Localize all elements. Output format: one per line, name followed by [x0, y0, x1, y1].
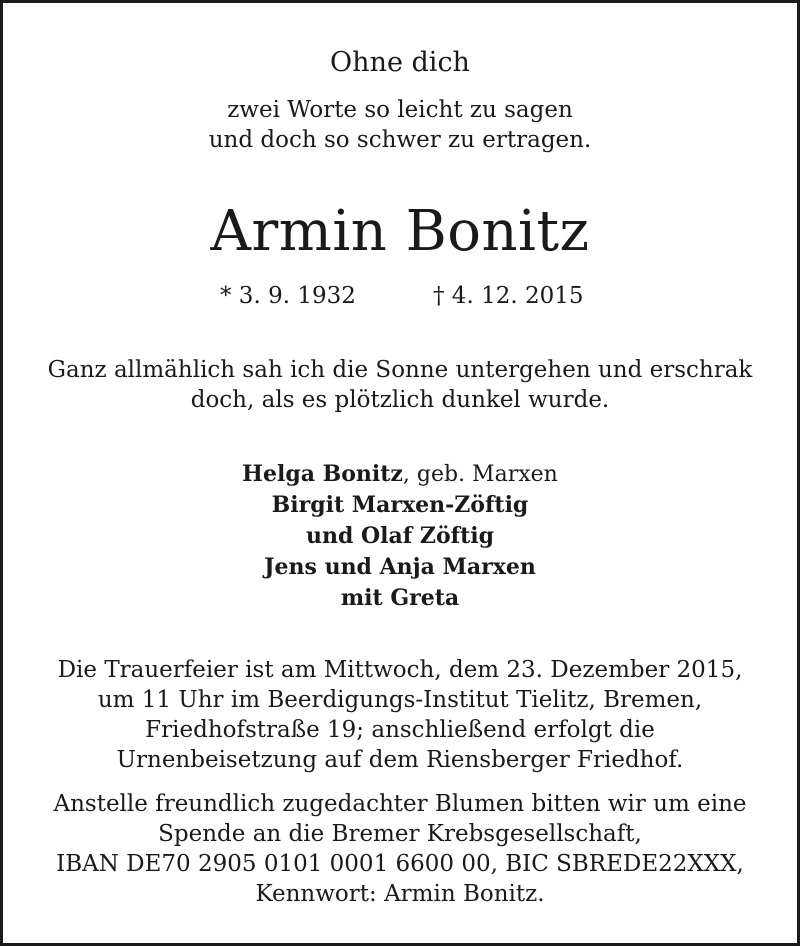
family-line-2: Birgit Marxen-Zöftig: [271, 492, 529, 518]
quote-line-2: doch, als es plötzlich dunkel wurde.: [190, 387, 610, 413]
poem-line-1: zwei Worte so leicht zu sagen: [227, 97, 573, 123]
poem-line-2: und doch so schwer zu ertragen.: [208, 127, 592, 153]
family-line-1: [3, 459, 797, 490]
ceremony-info: [3, 655, 797, 775]
death-date: † 4. 12. 2015: [433, 283, 584, 309]
family-signatures: [3, 459, 797, 614]
donation-line-1: Anstelle freundlich zugedachter Blumen bitten wir um eine: [53, 791, 747, 817]
family-maiden-name: , geb. Marxen: [402, 462, 558, 487]
donation-info: [3, 789, 797, 909]
obituary-notice: [3, 3, 797, 943]
family-name-helga: Helga Bonitz: [242, 461, 403, 487]
ceremony-line-1: Die Trauerfeier ist am Mittwoch, dem 23. Dezember 2015,: [57, 657, 743, 683]
donation-line-4: Kennwort: Armin Bonitz.: [255, 881, 545, 907]
family-line-3: und Olaf Zöftig: [305, 523, 495, 549]
deceased-name: Armin Bonitz: [210, 199, 590, 264]
donation-line-3: IBAN DE70 2905 0101 0001 6600 00, BIC SBREDE22XXX,: [56, 851, 744, 877]
family-line-5: mit Greta: [340, 585, 460, 611]
ceremony-line-3: Friedhofstraße 19; anschließend erfolgt die: [145, 717, 655, 743]
ceremony-line-2: um 11 Uhr im Beerdigungs-Institut Tielitz, Bremen,: [97, 687, 703, 713]
family-line-4: Jens und Anja Marxen: [264, 554, 536, 580]
donation-line-2: Spende an die Bremer Krebsgesellschaft,: [158, 821, 642, 847]
birth-date: * 3. 9. 1932: [220, 283, 356, 309]
quote-line-1: Ganz allmählich sah ich die Sonne untergehen und erschrak: [47, 357, 753, 383]
poem: [3, 95, 797, 155]
ceremony-line-4: Urnenbeisetzung auf dem Riensberger Friedhof.: [116, 747, 684, 773]
heading: Ohne dich: [330, 47, 470, 78]
quote: [3, 355, 797, 415]
